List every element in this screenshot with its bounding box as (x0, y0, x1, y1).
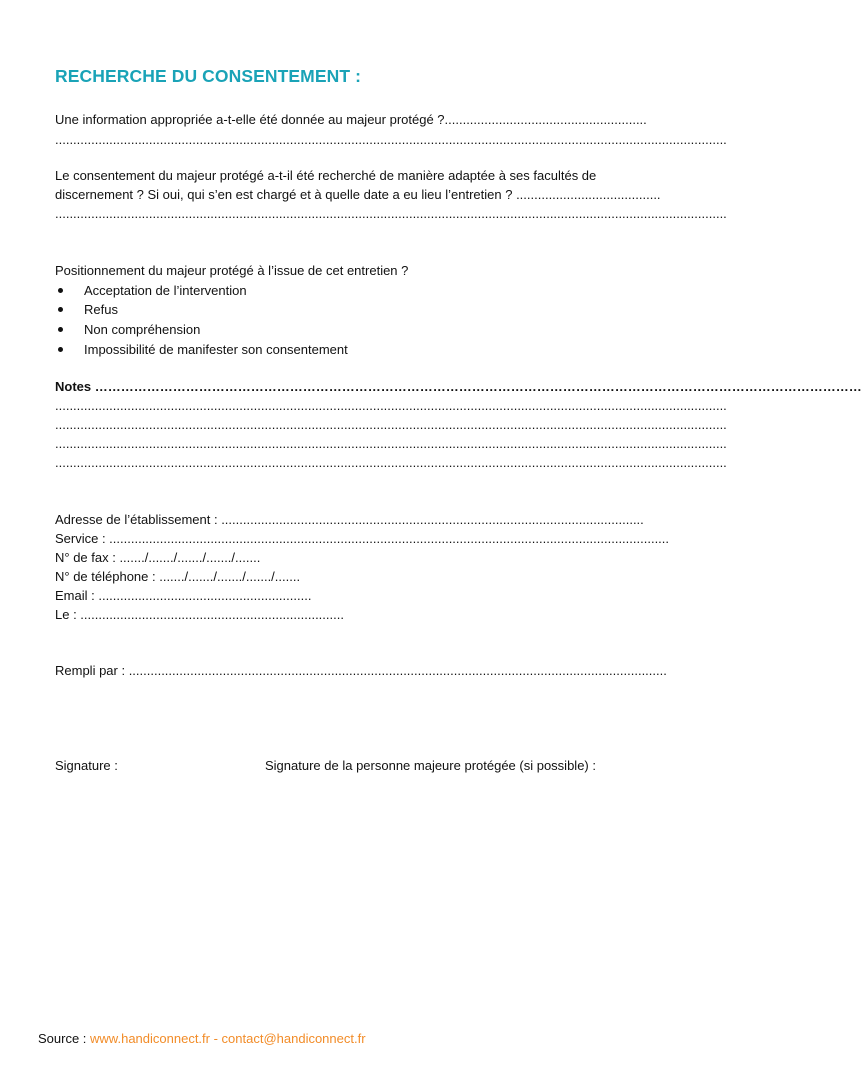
date-field: Le : ......................................................................... (55, 607, 344, 622)
fax-field: N° de fax : ......./......./......./......./....... (55, 550, 261, 565)
option-non-comprehension (55, 321, 200, 339)
question-information: Une information appropriée a-t-elle été donnée au majeur protégé ?........................................................ (55, 112, 647, 127)
option-acceptation (55, 282, 247, 300)
address-field: Adresse de l’établissement : ..................................................................................................................... (55, 512, 644, 527)
option-refus (55, 301, 118, 319)
source-label: Source : (38, 1031, 91, 1046)
option-impossibilite (55, 341, 348, 359)
bullet-icon (58, 327, 63, 332)
notes-dots-line: .......................................................................................................................................................................................... (55, 398, 727, 413)
notes-dots-line: .......................................................................................................................................................................................... (55, 455, 727, 470)
service-field: Service : ........................................................................................................................................................... (55, 531, 670, 546)
notes-label: Notes (55, 379, 92, 394)
notes-dots-line: .......................................................................................................................................................................................... (55, 436, 727, 451)
question-consent-line1: Le consentement du majeur protégé a-t-il été recherché de manière adaptée à ses facultés de (55, 168, 597, 183)
positioning-question: Positionnement du majeur protégé à l’issue de cet entretien ? (55, 263, 409, 278)
question-consent-line2: discernement ? Si oui, qui s’en est chargé et à quelle date a eu lieu l’entretien ? ........................................ (55, 187, 661, 202)
answer-dots-consent: .......................................................................................................................................................................................... (55, 206, 727, 221)
option-label: Impossibilité de manifester son consentement (84, 342, 348, 357)
notes-first-dots: …………………………………………………………………………………………………………………………………………………………… (91, 379, 862, 394)
option-label: Acceptation de l’intervention (84, 283, 247, 298)
signature-label: Signature : (55, 758, 118, 773)
source-footer (38, 1031, 366, 1046)
notes-field (55, 378, 862, 396)
bullet-icon (58, 307, 63, 312)
filled-by-field: Rempli par : ..................................................................................................................................................... (55, 663, 667, 678)
phone-field: N° de téléphone : ......./......./......./......./....... (55, 569, 301, 584)
signature-person-label: Signature de la personne majeure protégée (si possible) : (265, 758, 596, 773)
email-field: Email : ........................................................... (55, 588, 312, 603)
section-title: RECHERCHE DU CONSENTEMENT : (55, 66, 362, 86)
bullet-icon (58, 347, 63, 352)
option-label: Refus (84, 302, 118, 317)
source-link[interactable]: www.handiconnect.fr - contact@handiconnect.fr (90, 1031, 366, 1046)
bullet-icon (58, 288, 63, 293)
notes-dots-line: .......................................................................................................................................................................................... (55, 417, 727, 432)
option-label: Non compréhension (84, 322, 201, 337)
answer-dots-information: .......................................................................................................................................................................................... (55, 132, 727, 147)
